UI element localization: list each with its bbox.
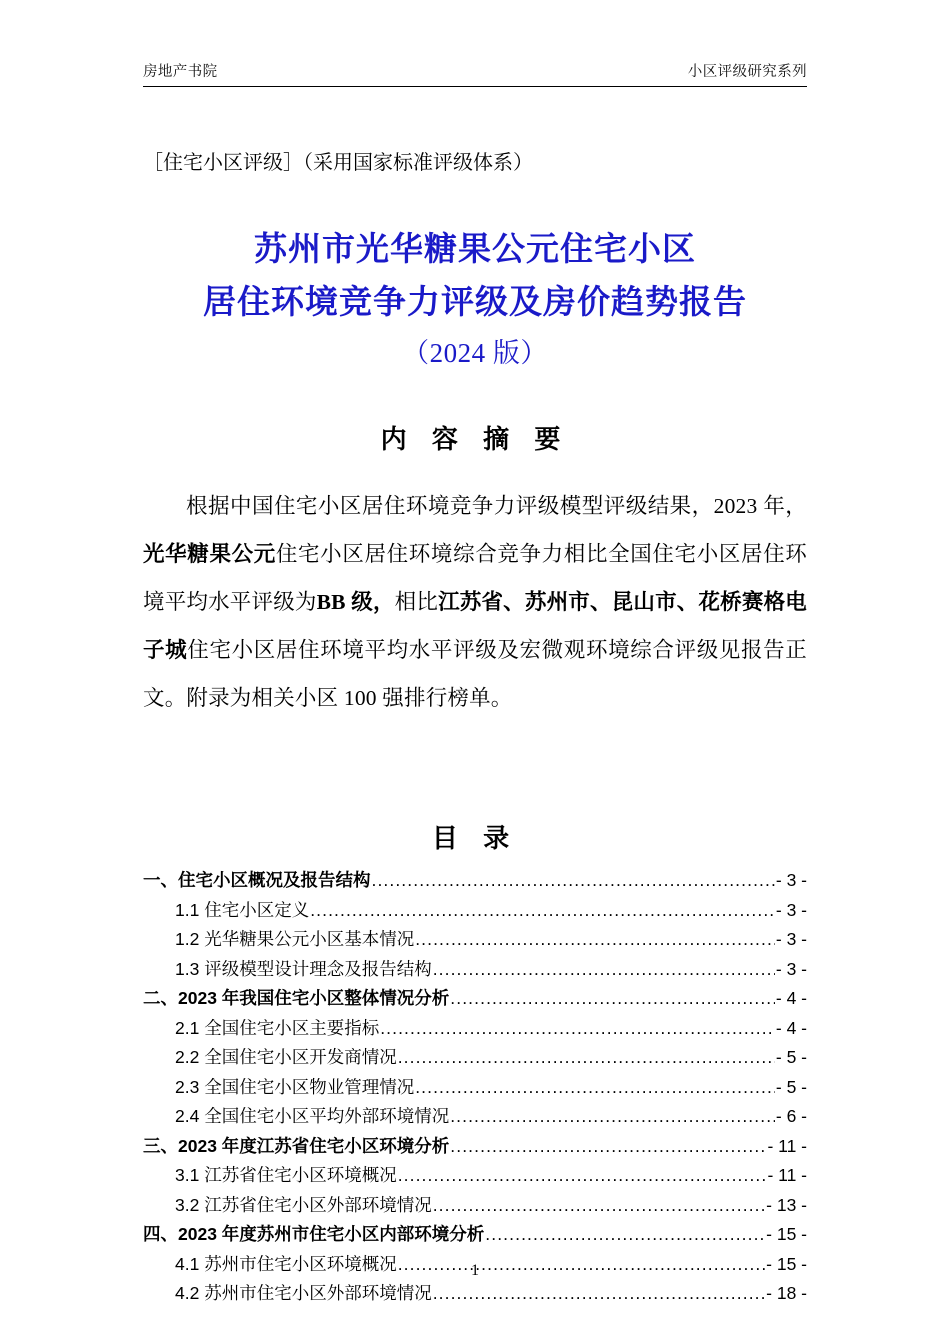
report-category-line: ［住宅小区评级］（采用国家标准评级体系） xyxy=(143,152,533,174)
toc-entry-page-number: - 15 - xyxy=(766,1224,807,1244)
abstract-emphasis: 光华糖果公元 xyxy=(143,542,276,566)
toc-dot-leader xyxy=(450,984,775,1014)
document-title-block xyxy=(143,224,807,377)
toc-dot-leader xyxy=(450,1102,775,1132)
toc-entry-page-number: - 11 - xyxy=(767,1165,807,1185)
toc-entry-label: 三、2023 年度江苏省住宅小区环境分析 xyxy=(143,1135,450,1156)
toc-entry-label: 2.4 全国住宅小区平均外部环境情况 xyxy=(175,1106,450,1126)
toc-dot-leader xyxy=(415,925,775,955)
toc-dot-leader xyxy=(433,1191,765,1221)
toc-entry-page-number: - 5 - xyxy=(775,1047,807,1067)
toc-entry[interactable] xyxy=(143,896,807,926)
page-number: 1 xyxy=(471,1262,479,1279)
document-title-line-1: 苏州市光华糖果公元住宅小区 xyxy=(254,232,696,268)
toc-entry-page-number: - 4 - xyxy=(775,1017,807,1038)
toc-entry-page-number: - 5 - xyxy=(775,1076,807,1097)
toc-dot-leader xyxy=(433,1279,765,1309)
abstract-text: 住宅小区居住环境综合竞争力相比全国住宅小区居住环境平均水平评级为 xyxy=(143,542,807,614)
toc-entry-label: 2.3 全国住宅小区物业管理情况 xyxy=(175,1076,415,1097)
toc-dot-leader xyxy=(398,1043,775,1073)
toc-entry-page-number: - 15 - xyxy=(766,1253,807,1274)
toc-entry-label: 1.3 评级模型设计理念及报告结构 xyxy=(175,958,432,979)
toc-entry-label: 3.2 江苏省住宅小区外部环境情况 xyxy=(175,1194,432,1215)
toc-entry[interactable] xyxy=(143,1014,807,1044)
toc-entry[interactable] xyxy=(143,1073,807,1103)
toc-dot-leader xyxy=(433,955,775,985)
toc-entry[interactable] xyxy=(143,1132,807,1162)
toc-entry-page-number: - 3 - xyxy=(775,958,807,979)
toc-dot-leader xyxy=(415,1073,775,1103)
toc-entry-label: 1.2 光华糖果公元小区基本情况 xyxy=(175,929,415,949)
toc-entry[interactable] xyxy=(143,1191,807,1221)
toc-entry-page-number: - 6 - xyxy=(775,1106,807,1126)
toc-entry-page-number: - 3 - xyxy=(775,899,807,920)
toc-entry[interactable] xyxy=(143,1102,807,1132)
abstract-paragraph xyxy=(143,482,807,722)
toc-entry-label: 二、2023 年我国住宅小区整体情况分析 xyxy=(143,988,450,1008)
toc-entry-page-number: - 3 - xyxy=(775,870,807,890)
table-of-contents xyxy=(143,866,807,1309)
toc-entry-label: 一、住宅小区概况及报告结构 xyxy=(143,870,371,890)
toc-entry[interactable] xyxy=(143,1220,807,1250)
toc-entry[interactable] xyxy=(143,866,807,896)
toc-entry[interactable] xyxy=(143,1279,807,1309)
running-header-left: 房地产书院 xyxy=(143,64,218,80)
running-header xyxy=(143,62,807,87)
abstract-text: 根据中国住宅小区居住环境竞争力评级模型评级结果，2023 年， xyxy=(186,494,807,518)
toc-entry-label: 2.2 全国住宅小区开发商情况 xyxy=(175,1047,397,1067)
abstract-text: 住宅小区居住环境平均水平评级及宏微观环境综合评级见报告正文。附录为相关小区 100 强排行榜单。 xyxy=(143,638,807,710)
toc-dot-leader xyxy=(372,866,775,896)
toc-entry-page-number: - 11 - xyxy=(767,1135,807,1156)
toc-entry-page-number: - 3 - xyxy=(775,929,807,949)
abstract-text: 相比 xyxy=(394,590,439,614)
toc-entry-page-number: - 13 - xyxy=(766,1194,807,1215)
toc-entry[interactable] xyxy=(143,1161,807,1191)
running-header-right: 小区评级研究系列 xyxy=(687,64,807,80)
toc-entry-page-number: - 18 - xyxy=(766,1283,807,1303)
toc-dot-leader xyxy=(485,1220,765,1250)
document-title-line-2: 居住环境竞争力评级及房价趋势报告 xyxy=(203,285,747,322)
toc-entry-label: 1.1 住宅小区定义 xyxy=(175,899,310,920)
toc-dot-leader xyxy=(310,896,775,926)
toc-entry-label: 4.1 苏州市住宅小区环境概况 xyxy=(175,1253,397,1274)
toc-entry-label: 3.1 江苏省住宅小区环境概况 xyxy=(175,1165,397,1185)
toc-entry[interactable] xyxy=(143,1043,807,1073)
toc-entry[interactable] xyxy=(143,984,807,1014)
abstract-emphasis: BB 级， xyxy=(316,590,395,614)
toc-dot-leader xyxy=(450,1132,766,1162)
toc-entry-label: 四、2023 年度苏州市住宅小区内部环境分析 xyxy=(143,1224,485,1244)
toc-entry-page-number: - 4 - xyxy=(775,988,807,1008)
document-title-edition: （2024 版） xyxy=(402,337,548,368)
toc-heading: 目 录 xyxy=(431,823,519,853)
toc-dot-leader xyxy=(380,1014,775,1044)
toc-entry-label: 4.2 苏州市住宅小区外部环境情况 xyxy=(175,1283,432,1303)
toc-entry[interactable] xyxy=(143,955,807,985)
toc-entry[interactable] xyxy=(143,925,807,955)
abstract-emphasis: 江苏省、苏州市、昆山市、花桥赛格电子城 xyxy=(143,590,807,662)
abstract-heading: 内 容 摘 要 xyxy=(380,424,570,454)
toc-entry-label: 2.1 全国住宅小区主要指标 xyxy=(175,1017,380,1038)
toc-dot-leader xyxy=(398,1161,767,1191)
